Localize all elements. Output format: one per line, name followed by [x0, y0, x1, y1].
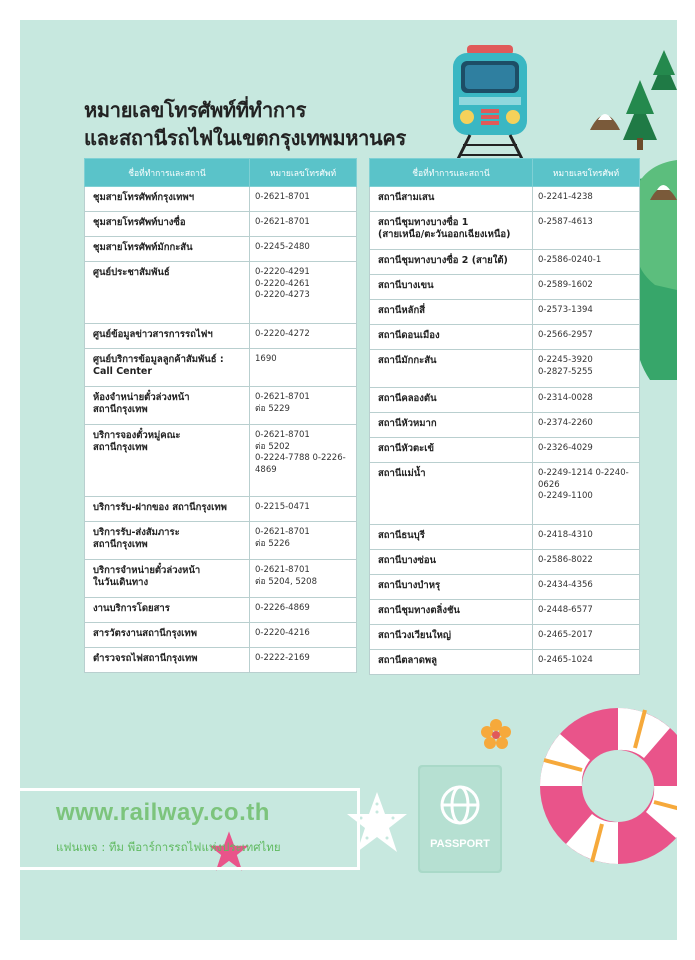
- cell-name-line: ศูนย์บริการข้อมูลลูกค้าสัมพันธ์ :: [93, 354, 224, 365]
- table-row: [85, 560, 357, 598]
- cell-name-line: ห้องจำหน่ายตั๋วล่วงหน้า: [93, 392, 190, 403]
- cell-name: [370, 463, 533, 525]
- train-icon: [445, 45, 535, 165]
- cell-phone: [533, 550, 640, 575]
- table-row: [370, 650, 640, 675]
- cell-phone: [533, 187, 640, 212]
- cell-name-line: สถานีหลักสี่: [378, 305, 426, 316]
- cell-phone: [533, 600, 640, 625]
- cell-name-line: สถานีชุมทางตลิ่งชัน: [378, 605, 460, 616]
- table-row: [370, 413, 640, 438]
- cell-name-line: สถานีบางซ่อน: [378, 555, 437, 566]
- table-row: [370, 525, 640, 550]
- cell-phone-line: 0-2587-4613: [538, 217, 593, 227]
- cell-name-line: Call Center: [93, 366, 153, 377]
- cell-name-line: ชุมสายโทรศัพท์บางซื่อ: [93, 217, 186, 228]
- cell-phone-line: 1690: [255, 354, 277, 364]
- cell-phone: [533, 212, 640, 250]
- cell-phone-line: 0-2586-0240-1: [538, 255, 602, 265]
- table-row: [85, 262, 357, 324]
- cell-name-line: งานบริการโดยสาร: [93, 603, 170, 614]
- cell-phone-line: 0-2326-4029: [538, 443, 593, 453]
- cell-phone-line: 0-2241-4238: [538, 192, 593, 202]
- cell-name-line: บริการรับ-ฝากของ สถานีกรุงเทพ: [93, 502, 227, 513]
- cell-phone: [250, 212, 357, 237]
- cell-name: [85, 497, 250, 522]
- cell-phone: [533, 275, 640, 300]
- cell-name-line: สถานีชุมทางบางซื่อ 1: [378, 217, 469, 228]
- cell-name-line: ศูนย์ประชาสัมพันธ์: [93, 267, 170, 278]
- cell-name: [370, 625, 533, 650]
- column-header-phone: หมายเลขโทรศัพท์: [533, 159, 640, 187]
- cell-phone-line: 0-2245-3920: [538, 355, 593, 365]
- cell-name-line: สถานีชุมทางบางซื่อ 2 (สายใต้): [378, 255, 508, 266]
- cell-phone-line: 0-2220-4272: [255, 329, 310, 339]
- cell-name-line: บริการจองตั๋วหมู่คณะ: [93, 430, 181, 441]
- cell-name-line: สถานีตลาดพลู: [378, 655, 437, 666]
- cell-name-line: (สายเหนือ/ตะวันออกเฉียงเหนือ): [378, 229, 511, 240]
- cell-phone-line: 0-2621-8701: [255, 192, 310, 202]
- cell-name: [85, 349, 250, 387]
- title-line-1: หมายเลขโทรศัพท์ที่ทำการ: [84, 98, 307, 122]
- cell-name: [370, 187, 533, 212]
- cell-phone: [533, 463, 640, 525]
- cell-phone-line: 0-2245-2480: [255, 242, 310, 252]
- page-title: [84, 96, 406, 152]
- tree-icon: [623, 80, 657, 150]
- cell-phone-line: 0-2434-4356: [538, 580, 593, 590]
- cell-name-line: ศูนย์ข้อมูลข่าวสารการรถไฟฯ: [93, 329, 213, 340]
- column-header-phone: หมายเลขโทรศัพท์: [250, 159, 357, 187]
- cell-phone: [250, 560, 357, 598]
- cell-phone-line: 0-2621-8701: [255, 217, 310, 227]
- cell-phone-line: 0-2220-4273: [255, 290, 310, 300]
- cell-phone-line: 0-2249-1214 0-2240-: [538, 468, 629, 478]
- table-header-row: [85, 159, 357, 187]
- cell-name: [370, 600, 533, 625]
- cell-name: [370, 325, 533, 350]
- cell-phone: [250, 187, 357, 212]
- cell-phone: [250, 598, 357, 623]
- cell-phone: [533, 388, 640, 413]
- cell-phone: [533, 650, 640, 675]
- cell-name-line: สถานีแม่น้ำ: [378, 468, 426, 479]
- cell-phone: [533, 575, 640, 600]
- cell-name: [85, 187, 250, 212]
- cell-name: [370, 413, 533, 438]
- cell-phone: [533, 438, 640, 463]
- cell-name: [85, 598, 250, 623]
- table-row: [370, 625, 640, 650]
- cell-phone: [250, 324, 357, 349]
- table-row: [370, 275, 640, 300]
- cell-name-line: สถานีคลองตัน: [378, 393, 437, 404]
- cell-name-line: สถานีดอนเมือง: [378, 330, 440, 341]
- cell-name: [370, 350, 533, 388]
- cell-name: [85, 262, 250, 324]
- cell-phone-line: 0-2215-0471: [255, 502, 310, 512]
- table-row: [370, 550, 640, 575]
- cell-name-line: สถานีกรุงเทพ: [93, 404, 148, 415]
- cell-phone: [533, 413, 640, 438]
- cell-phone-line: 0-2621-8701: [255, 527, 310, 537]
- cell-phone: [533, 325, 640, 350]
- lifebuoy-icon: [520, 688, 677, 878]
- table-row: [85, 522, 357, 560]
- cell-phone-line: ต่อ 5202: [255, 441, 290, 452]
- table-row: [85, 187, 357, 212]
- cell-name: [85, 560, 250, 598]
- table-row: [85, 237, 357, 262]
- cell-name: [370, 300, 533, 325]
- cell-phone-line: 4869: [255, 464, 277, 475]
- cell-phone: [250, 387, 357, 425]
- cell-phone-line: 0-2374-2260: [538, 418, 593, 428]
- right-phone-table: [369, 158, 640, 675]
- cell-name: [85, 522, 250, 560]
- cell-phone-line: 0-2220-4261: [255, 278, 310, 289]
- cell-name-line: สถานีหัวหมาก: [378, 418, 437, 429]
- table-row: [370, 300, 640, 325]
- cell-phone-line: ต่อ 5226: [255, 538, 290, 549]
- cell-name: [85, 212, 250, 237]
- table-row: [370, 575, 640, 600]
- cell-name-line: ตำรวจรถไฟสถานีกรุงเทพ: [93, 653, 198, 664]
- flower-icon: [480, 718, 512, 750]
- table-row: [85, 349, 357, 387]
- passport-label: PASSPORT: [430, 838, 490, 850]
- cell-phone: [250, 349, 357, 387]
- cell-phone-line: 0-2220-4291: [255, 267, 310, 277]
- cell-phone: [250, 237, 357, 262]
- cell-phone-line: 0-2621-8701: [255, 565, 310, 575]
- cell-phone-line: 0-2621-8701: [255, 392, 310, 402]
- table-row: [370, 600, 640, 625]
- table-row: [85, 598, 357, 623]
- cell-phone: [250, 648, 357, 673]
- table-row: [85, 648, 357, 673]
- url-box: [20, 788, 360, 870]
- cell-phone: [250, 522, 357, 560]
- cell-phone-line: ต่อ 5229: [255, 403, 290, 414]
- cell-name-line: ในวันเดินทาง: [93, 577, 149, 588]
- cell-phone-line: 0-2314-0028: [538, 393, 593, 403]
- cell-phone-line: 0-2224-7788 0-2226-: [255, 453, 346, 463]
- cell-phone: [250, 262, 357, 324]
- passport-icon: [418, 765, 502, 873]
- table-row: [370, 388, 640, 413]
- table-row: [85, 497, 357, 522]
- cell-name-line: สถานีวงเวียนใหญ่: [378, 630, 451, 641]
- table-row: [85, 623, 357, 648]
- cell-phone: [533, 525, 640, 550]
- cell-name: [370, 388, 533, 413]
- table-row: [85, 324, 357, 349]
- cell-phone-line: 0-2249-1100: [538, 491, 593, 501]
- table-header-row: [370, 159, 640, 187]
- cell-name-line: สารวัตรงานสถานีกรุงเทพ: [93, 628, 197, 639]
- cell-phone-line: 0626: [538, 479, 560, 490]
- cell-name-line: ชุมสายโทรศัพท์มักกะสัน: [93, 242, 193, 253]
- cell-name: [370, 650, 533, 675]
- cell-name-line: สถานีบางเขน: [378, 280, 434, 291]
- cell-phone-line: ต่อ 5204, 5208: [255, 576, 317, 587]
- cell-name: [370, 525, 533, 550]
- cell-name-line: สถานีหัวตะเข้: [378, 443, 434, 454]
- cell-name-line: สถานีสามเสน: [378, 192, 435, 203]
- cell-phone: [250, 623, 357, 648]
- website-url[interactable]: www.railway.co.th: [56, 799, 270, 826]
- fanpage-text: แฟนเพจ : ทีม พีอาร์การรถไฟแห่งประเทศไทย: [56, 840, 281, 854]
- cell-phone: [533, 625, 640, 650]
- cell-phone-line: 0-2418-4310: [538, 530, 593, 540]
- table-row: [370, 463, 640, 525]
- cell-phone: [533, 250, 640, 275]
- cell-phone-line: 0-2465-2017: [538, 630, 593, 640]
- table-row: [370, 350, 640, 388]
- cell-phone-line: 0-2573-1394: [538, 305, 593, 315]
- cell-phone-line: 0-2222-2169: [255, 653, 310, 663]
- cell-name: [85, 237, 250, 262]
- cell-phone: [250, 425, 357, 497]
- table-row: [370, 325, 640, 350]
- cell-name-line: บริการรับ-ส่งสัมภาระ: [93, 527, 180, 538]
- table-row: [370, 250, 640, 275]
- cell-name: [370, 550, 533, 575]
- table-row: [370, 212, 640, 250]
- column-header-name: ชื่อที่ทำการและสถานี: [85, 159, 250, 187]
- cell-name: [370, 575, 533, 600]
- cell-name: [370, 438, 533, 463]
- cell-name: [85, 425, 250, 497]
- cell-name: [85, 387, 250, 425]
- cell-name: [370, 212, 533, 250]
- table-row: [85, 425, 357, 497]
- cell-name-line: สถานีกรุงเทพ: [93, 539, 148, 550]
- cell-name-line: สถานีธนบุรี: [378, 530, 425, 541]
- cell-phone-line: 0-2226-4869: [255, 603, 310, 613]
- cell-name: [85, 648, 250, 673]
- table-row: [85, 212, 357, 237]
- cell-phone-line: 0-2621-8701: [255, 430, 310, 440]
- cell-phone-line: 0-2220-4216: [255, 628, 310, 638]
- left-phone-table: [84, 158, 357, 673]
- cell-phone-line: 0-2589-1602: [538, 280, 593, 290]
- cell-phone-line: 0-2586-8022: [538, 555, 593, 565]
- cell-phone-line: 0-2827-5255: [538, 366, 593, 377]
- cell-name: [370, 275, 533, 300]
- cell-name-line: สถานีบางบำหรุ: [378, 580, 441, 591]
- cell-name: [370, 250, 533, 275]
- cell-name-line: บริการจำหน่ายตั๋วล่วงหน้า: [93, 565, 201, 576]
- table-row: [85, 387, 357, 425]
- cell-name-line: สถานีกรุงเทพ: [93, 442, 148, 453]
- cell-phone-line: 0-2465-1024: [538, 655, 593, 665]
- cell-name: [85, 623, 250, 648]
- poster: [20, 20, 677, 940]
- cell-phone: [533, 300, 640, 325]
- title-line-2: และสถานีรถไฟในเขตกรุงเทพมหานคร: [84, 126, 406, 150]
- cell-name: [85, 324, 250, 349]
- table-row: [370, 187, 640, 212]
- cell-name-line: สถานีมักกะสัน: [378, 355, 437, 366]
- cell-phone: [533, 350, 640, 388]
- cell-name-line: ชุมสายโทรศัพท์กรุงเทพฯ: [93, 192, 195, 203]
- table-row: [370, 438, 640, 463]
- tree-icon: [651, 50, 677, 90]
- cell-phone: [250, 497, 357, 522]
- column-header-name: ชื่อที่ทำการและสถานี: [370, 159, 533, 187]
- cell-phone-line: 0-2448-6577: [538, 605, 593, 615]
- cell-phone-line: 0-2566-2957: [538, 330, 593, 340]
